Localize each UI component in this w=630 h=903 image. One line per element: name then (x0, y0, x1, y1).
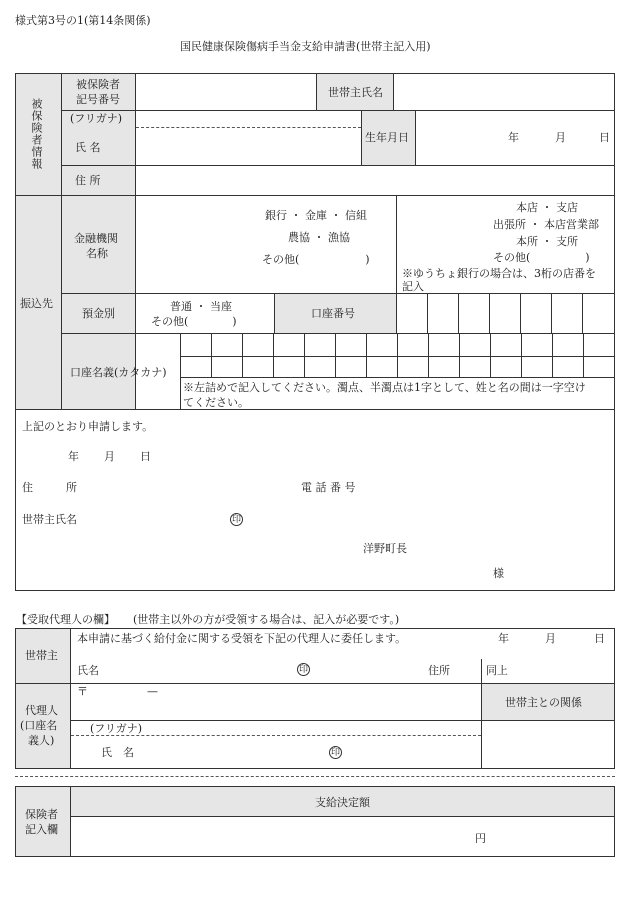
delegation-text: 本申請に基づく給付金に関する受領を下記の代理人に委任します。 (77, 632, 407, 645)
agent-seal-icon: 印 (330, 748, 340, 758)
bank-label-2: 名称 (86, 247, 108, 260)
deposit-types[interactable]: 普通 ・ 当座 (170, 300, 232, 313)
holder-label: 口座名義(カタカナ) (70, 366, 167, 379)
address-label: 住 所 (75, 174, 101, 187)
postal-dash: — (147, 685, 158, 698)
insured-number-label-2: 記号番号 (76, 93, 120, 106)
head-name-label: 世帯主氏名 (328, 86, 383, 99)
branch-types-2[interactable]: 出張所 ・ 本店営業部 (493, 218, 599, 231)
relation-label: 世帯主との関係 (505, 696, 582, 709)
relation-field[interactable] (483, 722, 613, 768)
birth-year: 年 (508, 131, 519, 144)
application-day: 日 (140, 450, 151, 463)
applicant-name-label: 世帯主氏名 (22, 513, 77, 526)
bank-types-2[interactable]: 農協 ・ 漁協 (288, 231, 350, 244)
agent-name-field[interactable] (140, 737, 479, 767)
agent-address-field[interactable] (72, 685, 479, 718)
birth-day: 日 (599, 131, 610, 144)
application-statement: 上記のとおり申請します。 (22, 420, 154, 433)
postal-mark: 〒 (77, 685, 88, 698)
agent-label-2: (口座名 (20, 719, 58, 732)
agent-label-3: 義人) (28, 734, 55, 747)
head-name-field[interactable] (395, 75, 613, 109)
proxy-year: 年 (498, 632, 509, 645)
agent-furigana-label: (フリガナ) (90, 722, 143, 735)
transfer-section-label: 振込先 (20, 297, 53, 310)
account-number-field[interactable] (397, 294, 613, 332)
application-year: 年 (68, 450, 79, 463)
branch-types-3[interactable]: 本所 ・ 支所 (516, 235, 578, 248)
proxy-name-label: 氏名 (77, 664, 99, 677)
proxy-head-label: 世帯主 (25, 649, 58, 662)
furigana-field[interactable] (137, 111, 359, 126)
proxy-address-same: 同上 (486, 664, 508, 677)
insurer-label: 保険者 (25, 808, 58, 821)
proxy-heading-note: (世帯主以外の方が受領する場合は、記入が必要です。) (133, 613, 400, 626)
sama-label: 様 (493, 567, 504, 580)
deposit-other[interactable]: その他( ) (151, 315, 237, 328)
holder-note-2: てください。 (183, 396, 249, 409)
branch-types-1[interactable]: 本店 ・ 支店 (516, 201, 578, 214)
insurer-label-2: 記入欄 (25, 823, 58, 836)
form-number: 様式第3号の1(第14条関係) (15, 14, 151, 27)
yen-label: 円 (475, 832, 486, 845)
insurer-label-bg (16, 787, 70, 856)
furigana-label: (フリガナ) (70, 112, 123, 125)
agent-label: 代理人 (25, 704, 58, 717)
agent-name-label: 氏 名 (101, 746, 134, 759)
insured-section-label: 被保険者情報 (30, 98, 43, 170)
proxy-day: 日 (594, 632, 605, 645)
name-label: 氏 名 (75, 141, 101, 154)
insured-number-field[interactable] (137, 75, 315, 109)
address-field[interactable] (137, 167, 613, 194)
amount-label: 支給決定額 (315, 796, 370, 809)
branch-other[interactable]: その他( ) (493, 251, 590, 264)
birth-label: 生年月日 (365, 131, 409, 144)
proxy-seal-icon: 印 (298, 665, 308, 675)
phone-label: 電 話 番 号 (301, 481, 356, 494)
birth-month: 月 (555, 131, 566, 144)
amount-field[interactable] (72, 818, 472, 855)
proxy-month: 月 (545, 632, 556, 645)
holder-note: ※左詰めで記入してください。濁点、半濁点は1字として、姓と名の間は一字空け (183, 381, 586, 394)
mayor-label: 洋野町長 (363, 542, 407, 555)
seal-icon: 印 (231, 515, 241, 525)
proxy-heading: 【受取代理人の欄】 (16, 613, 115, 626)
section-divider (15, 776, 615, 777)
deposit-label: 預金別 (82, 307, 115, 320)
bank-label: 金融機関 (74, 232, 118, 245)
holder-katakana-field[interactable] (181, 334, 613, 376)
yucho-note: ※ゆうちょ銀行の場合は、3桁の店番を (402, 267, 596, 280)
yucho-note-2: 記入 (402, 280, 424, 293)
insured-number-label: 被保険者 (76, 78, 120, 91)
name-field[interactable] (137, 129, 359, 164)
proxy-address-label: 住所 (428, 664, 450, 677)
application-month: 月 (104, 450, 115, 463)
bank-other[interactable]: その他( ) (262, 253, 370, 266)
account-number-label: 口座番号 (311, 307, 355, 320)
form-title: 国民健康保険傷病手当金支給申請書(世帯主記入用) (180, 40, 431, 53)
applicant-address-label: 住 所 (22, 481, 77, 494)
bank-types-1[interactable]: 銀行 ・ 金庫 ・ 信組 (265, 209, 367, 222)
